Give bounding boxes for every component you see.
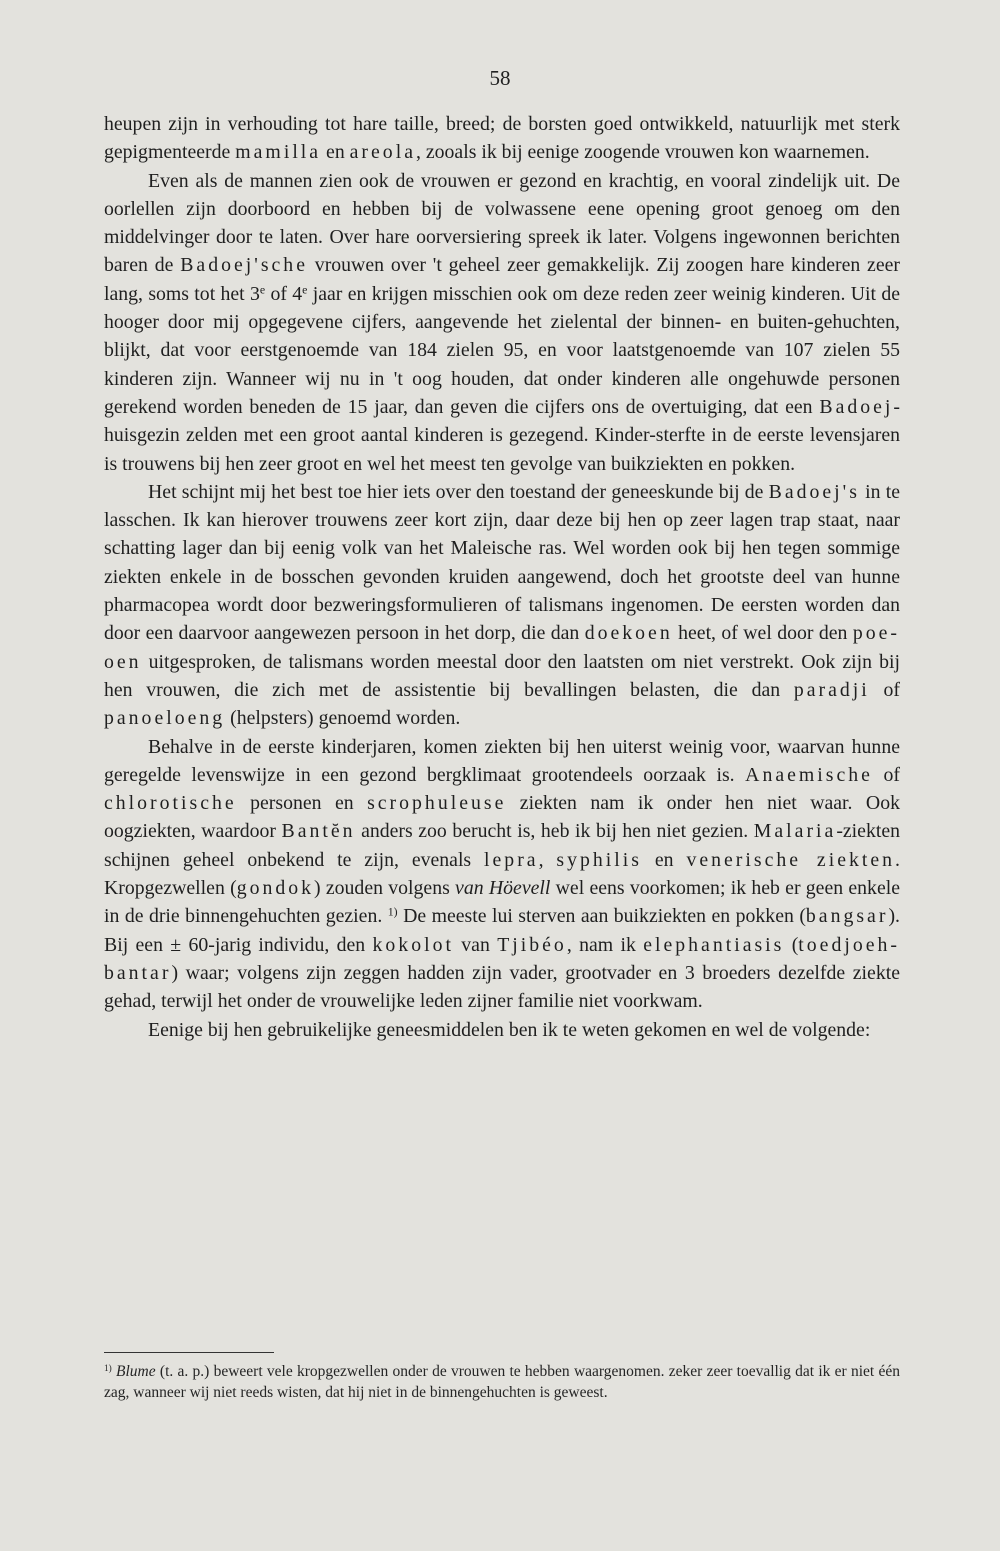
spaced-term: scrophuleuse	[367, 792, 507, 815]
spaced-term: gondok	[236, 877, 315, 900]
spaced-term: Anaemische	[745, 763, 873, 786]
text-run: , zooals ik bij eenige zoogende vrouwen kon waarnemen.	[415, 141, 870, 164]
spaced-term: elephantiasis	[643, 933, 785, 956]
superscript: e	[302, 282, 308, 297]
text-run: personen en	[236, 792, 368, 815]
paragraph	[104, 733, 900, 1016]
text-run: ziekten nam ik onder hen niet waar. Ook oogziekten, waardoor	[104, 792, 901, 843]
spaced-term: poe-oen	[104, 622, 900, 673]
spaced-term: paradji	[793, 678, 870, 701]
spaced-term: areola	[349, 141, 416, 164]
paragraph	[104, 1016, 900, 1044]
text-run: in te lasschen. Ik kan hierover trouwens zeer kort zijn, daar deze bij hen op zeer lagen trap staat, naar schatting lager dan bij eenig volk van het Maleische ras. Wel worden ook bij hen tegen sommige ziekten enkele in de bosschen gevonden kruiden aangewend, doch het grootste deel van hunne pharmacopea wordt door bezweringsformulieren of talismans ingenomen. De eersten worden dan door een daarvoor aangewezen persoon in het dorp, die dan	[104, 480, 900, 645]
text-run: jaar en krijgen misschien ook om deze reden zeer weinig kinderen. Uit de hooger door mij opgegevene cijfers, aangevende het zielental der binnen- en buiten-gehuchten, blijkt, dat voor eerstgenoemde van 184 zielen 95, en voor laatstgenoemde van 107 zielen 55 kinderen zijn. Wanneer wij nu in 't oog houden, dat onder kinderen alle ongehuwde personen gerekend worden beneden de 15 jaar, dan geven die cijfers ons de overtuiging, dat een	[104, 282, 900, 418]
spaced-term: doekoen	[584, 622, 673, 645]
text-run: of	[872, 763, 900, 786]
superscript: 1)	[387, 904, 398, 919]
text-run: en	[321, 141, 350, 164]
text-run: ) zouden volgens	[314, 877, 456, 900]
paragraph	[104, 478, 900, 733]
text-run: wel eens voorkomen; ik heb er geen enkele in de drie binnengehuchten gezien.	[104, 877, 900, 928]
spaced-term: Badoej	[819, 395, 894, 418]
text-run: anders zoo berucht is, heb ik bij hen niet gezien.	[355, 820, 754, 843]
text-run: of 4	[265, 282, 303, 305]
paragraph	[104, 110, 900, 167]
footnote	[104, 1362, 900, 1403]
spaced-term: lepra	[484, 848, 539, 871]
spaced-term: toedjoeh-bantar	[104, 933, 900, 984]
text-run: Behalve in de eerste kinderjaren, komen ziekten bij hen uiterst weinig voor, waarvan hunne geregelde levenswijze in een gezond bergklimaat grootendeels oorzaak is.	[104, 735, 900, 786]
spaced-term: Bantĕn	[281, 820, 356, 843]
text-run: heet, of wel door den	[672, 622, 853, 645]
text-run: of	[869, 678, 900, 701]
spaced-term: bangsar	[805, 905, 889, 928]
italic-name: van Höevell	[455, 877, 551, 900]
text-run: -ziekten schijnen geheel onbekend te zijn, evenals	[104, 820, 901, 871]
text-run: Eenige bij hen gebruikelijke geneesmiddelen ben ik te weten gekomen en wel de volgende:	[148, 1018, 871, 1041]
spaced-term: Badoej'sche	[180, 254, 308, 277]
text-run: Even als de mannen zien ook de vrouwen er gezond en krachtig, en vooral zindelijk uit. De oorlellen zijn doorboord en hebben bij de volwassene eene opening groot genoeg om den middelvinger door te laten. Over hare oorversiering spreek ik later. Volgens ingewonnen berichten baren de	[104, 169, 900, 277]
text-run: . Kropgezwellen (	[104, 848, 900, 900]
spaced-term: kokolot	[372, 933, 454, 956]
spaced-term: Badoej's	[768, 480, 860, 503]
text-run: De meeste lui sterven aan buikziekten en pokken (	[397, 905, 806, 928]
text-run: ,	[538, 848, 557, 871]
spaced-term: syphilis	[556, 848, 642, 871]
text-run: ) waar; volgens zijn zeggen hadden zijn vader, grootvader en 3 broeders dezelfde ziekte gehad, terwijl het onder de vrouwelijke leden zijner familie niet voorkwam.	[104, 961, 900, 1013]
text-run: van	[453, 933, 498, 956]
text-run: vrouwen over 't geheel zeer gemakkelijk. Zij zoogen hare kinderen zeer lang, soms tot het 3	[104, 254, 900, 305]
italic-name: Blume	[116, 1363, 156, 1380]
text-run: (t. a. p.) beweert vele kropgezwellen onder de vrouwen te hebben waargenomen. zeker zeer toevallig dat ik er niet één zag, wanneer wij niet reeds wisten, dat hij niet in de binnengehuchten is geweest.	[104, 1363, 900, 1401]
spaced-term: venerische ziekten	[686, 848, 896, 871]
text-run: en	[641, 848, 687, 871]
superscript: e	[259, 282, 266, 297]
spaced-term: chlorotische	[104, 792, 237, 815]
footnote-divider	[104, 1352, 274, 1353]
spaced-term: Malaria	[753, 820, 837, 843]
text-run: , nam ik	[566, 933, 644, 956]
page-number: 58	[489, 66, 511, 90]
spaced-term: panoeloeng	[104, 707, 226, 730]
body-text	[104, 110, 900, 1044]
text-run: (	[784, 933, 799, 956]
spaced-term: mamilla	[235, 141, 322, 164]
text-run: Het schijnt mij het best toe hier iets over den toestand der geneeskunde bij de	[148, 480, 769, 503]
paragraph	[104, 167, 900, 478]
text-run: ). Bij een ± 60-jarig individu, den	[104, 905, 900, 956]
superscript: 1)	[104, 1363, 112, 1374]
text-run: -huisgezin zelden met een groot aantal kinderen is gezegend. Kinder-sterfte in de eerste levensjaren is trouwens bij hen zeer groot en wel het meest ten gevolge van buikziekten en pokken.	[104, 395, 900, 475]
text-run: uitgesproken, de talismans worden meestal door den laatsten om niet verstrekt. Ook zijn bij hen vrouwen, die zich met de assistentie bij bevallingen belasten, die dan	[104, 650, 900, 701]
text-run: (helpsters) genoemd worden.	[225, 707, 461, 730]
text-run: heupen zijn in verhouding tot hare taille, breed; de borsten goed ontwikkeld, natuurlijk met sterk gepigmenteerde	[104, 113, 900, 164]
spaced-term: Tjibéo	[497, 933, 567, 956]
